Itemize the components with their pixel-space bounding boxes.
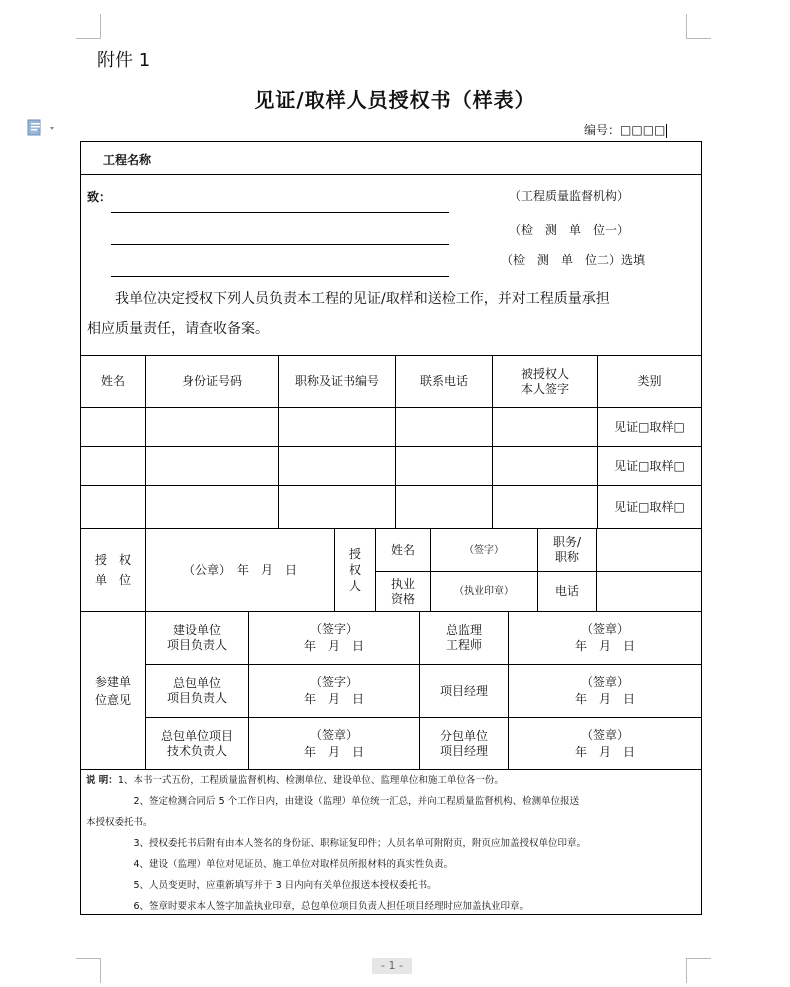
- opinion-signature[interactable]: （签章） 年 月 日: [574, 622, 635, 653]
- opinion-role: 总包单位 项目负责人: [166, 676, 227, 705]
- paste-options-icon[interactable]: [26, 118, 60, 138]
- row-divider: [375, 571, 701, 572]
- opinion-signature[interactable]: （签章） 年 月 日: [303, 727, 364, 759]
- authorized-person-label: 授 权 人: [348, 547, 361, 593]
- row-divider: [81, 174, 701, 175]
- form-number-value: □□□□: [620, 123, 666, 137]
- recipient-testing-one: （检 测 单 位一）: [509, 223, 630, 237]
- col-divider: [145, 356, 146, 528]
- person-signature[interactable]: （签字）: [464, 544, 504, 556]
- unit-seal-date[interactable]: （公章） 年 月 日: [182, 562, 297, 577]
- authorizing-unit-label: 授 权 单 位: [94, 553, 131, 587]
- col-divider: [596, 529, 597, 611]
- opinion-signature[interactable]: （签章） 年 月 日: [574, 727, 635, 759]
- page-title: 见证/取样人员授权书（样表）: [254, 88, 536, 112]
- opinion-role: 分包单位 项目经理: [439, 728, 488, 758]
- opinion-signature[interactable]: （签字） 年 月 日: [303, 675, 364, 706]
- col-divider: [278, 356, 279, 528]
- form-number-label: 编号：: [584, 123, 621, 137]
- category-cell[interactable]: 见证□取样□: [614, 419, 685, 434]
- col-divider: [597, 356, 598, 528]
- recipient-supervision: （工程质量监督机构）: [509, 189, 630, 203]
- category-cell[interactable]: 见证□取样□: [614, 499, 685, 514]
- opinion-signature[interactable]: （签字） 年 月 日: [303, 622, 364, 653]
- note-line: 5、人员变更时，应重新填写并于 3 日内向有关单位报送本授权委托书。: [86, 880, 437, 891]
- opinion-role: 总包单位项目 技术负责人: [160, 728, 233, 758]
- opinion-role: 项目经理: [439, 683, 488, 698]
- notes-label: 说 明：: [86, 775, 118, 786]
- col-divider: [537, 529, 538, 611]
- participant-opinion-label: 参建单 位意见: [94, 674, 131, 707]
- qualification-label: 执业 资格: [390, 576, 415, 606]
- header-title-cert: 职称及证书编号: [294, 374, 379, 388]
- note-line: 说 明：1、本书一式五份，工程质量监督机构、检测单位、建设单位、监理单位和施工单位各一份。: [86, 775, 504, 786]
- opinion-role: 总监理 工程师: [445, 623, 482, 652]
- col-divider: [334, 529, 335, 611]
- note-line: 本授权委托书。: [86, 817, 153, 828]
- opinion-role: 建设单位 项目负责人: [166, 623, 227, 652]
- header-category: 类别: [637, 374, 662, 388]
- col-divider: [395, 356, 396, 528]
- recipient-testing-two: （检 测 单 位二）选填: [501, 253, 646, 267]
- recipient-blank[interactable]: [111, 212, 449, 213]
- col-divider: [145, 529, 146, 611]
- col-divider: [375, 529, 376, 611]
- note-line: 2、签定检测合同后 5 个工作日内，由建设（监理）单位统一汇总，并向工程质量监督机构、检测单位报送: [86, 796, 580, 807]
- qualification-seal[interactable]: （执业印章）: [454, 586, 514, 597]
- page-corner-mark: [686, 14, 711, 39]
- notes-section: [86, 770, 700, 917]
- col-divider: [492, 356, 493, 528]
- page-corner-mark: [686, 958, 711, 983]
- col-divider: [419, 612, 420, 769]
- col-divider: [430, 529, 431, 611]
- recipient-blank[interactable]: [111, 244, 449, 245]
- note-line: 6、签章时要求本人签字加盖执业印章，总包单位项目负责人担任项目经理时应加盖执业印章。: [86, 901, 530, 912]
- to-label: 致：: [87, 190, 112, 204]
- col-divider: [145, 612, 146, 769]
- header-phone: 联系电话: [419, 374, 468, 388]
- opinion-signature[interactable]: （签章） 年 月 日: [574, 675, 635, 706]
- authorization-statement-cont: 相应质量责任，请查收备案。: [87, 321, 269, 337]
- header-signature: 被授权人 本人签字: [520, 366, 569, 396]
- col-divider: [508, 612, 509, 769]
- page-number: - 1 -: [372, 958, 412, 974]
- header-name: 姓名: [100, 374, 125, 388]
- note-line: 3、授权委托书后附有由本人签名的身份证、职称证复印件；人员名单可附附页，附页应加盖授权单位印章。: [86, 838, 587, 849]
- page-corner-mark: [76, 958, 101, 983]
- attachment-label: 附件 1: [97, 50, 151, 71]
- position-label: 职务/ 职称: [552, 535, 582, 564]
- phone-label: 电话: [554, 584, 579, 598]
- text-cursor: [666, 124, 667, 138]
- page-corner-mark: [76, 14, 101, 39]
- project-name-label: 工程名称: [103, 153, 152, 167]
- person-name-label: 姓名: [390, 542, 415, 557]
- category-cell[interactable]: 见证□取样□: [614, 458, 685, 473]
- authorization-statement: 我单位决定授权下列人员负责本工程的见证/取样和送检工作，并对工程质量承担: [87, 291, 610, 307]
- col-divider: [248, 612, 249, 769]
- header-id-number: 身份证号码: [181, 374, 242, 388]
- form-number[interactable]: [584, 121, 667, 138]
- recipient-blank[interactable]: [111, 276, 449, 277]
- note-line: 4、建设（监理）单位对见证员、施工单位对取样员所报材料的真实性负责。: [86, 859, 454, 870]
